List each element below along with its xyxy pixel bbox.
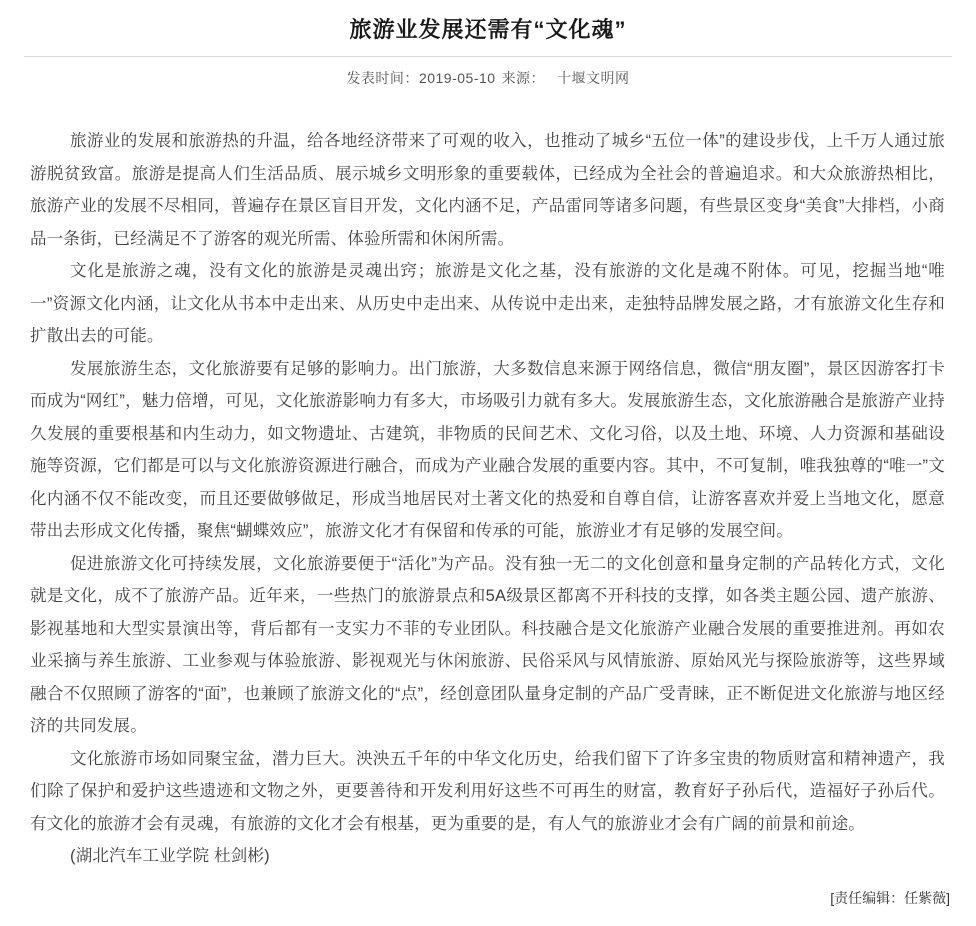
article-meta bbox=[0, 57, 976, 88]
article-paragraph: 发展旅游生态，文化旅游要有足够的影响力。出门旅游，大多数信息来源于网络信息，微信“朋友圈”，景区因游客打卡而成为“网红”，魅力倍增，可见，文化旅游影响力有多大，市场吸引力就有多大。发展旅游生态，文化旅游融合是旅游产业持久发展的重要根基和内生动力，如文物遗址、古建筑，非物质的民间艺术、文化习俗，以及土地、环境、人力资源和基础设施等资源，它们都是可以与文化旅游资源进行融合，而成为产业融合发展的重要内容。其中，不可复制，唯我独尊的“唯一”文化内涵不仅不能改变，而且还要做够做足，形成当地居民对土著文化的热爱和自尊自信，让游客喜欢并爱上当地文化，愿意带出去形成文化传播，聚焦“蝴蝶效应”，旅游文化才有保留和传承的可能，旅游业才有足够的发展空间。 bbox=[30, 359, 945, 540]
publish-date: 2019-05-10 bbox=[418, 70, 496, 86]
article-paragraph: 促进旅游文化可持续发展，文化旅游要便于“活化”为产品。没有独一无二的文化创意和量身定制的产品转化方式，文化就是文化，成不了旅游产品。近年来，一些热门的旅游景点和5A级景区都离不开科技的支撑，如各类主题公园、遗产旅游、影视基地和大型实景演出等，背后都有一支实力不菲的专业团队。科技融合是文化旅游产业融合发展的重要推进剂。再如农业采摘与养生旅游、工业参观与体验旅游、影视观光与休闲旅游、民俗采风与风情旅游、原始风光与探险旅游等，这些界域融合不仅照顾了游客的“面”，也兼顾了旅游文化的“点”，经创意团队量身定制的产品广受青睐，正不断促进文化旅游与地区经济的共同发展。 bbox=[30, 554, 945, 735]
author-line: (湖北汽车工业学院 杜剑彬) bbox=[70, 847, 270, 865]
article-body bbox=[0, 88, 976, 873]
page-title: 旅游业发展还需有“文化魂” bbox=[349, 17, 627, 42]
article-paragraph: 文化是旅游之魂，没有文化的旅游是灵魂出窍；旅游是文化之基，没有旅游的文化是魂不附体。可见，挖掘当地“唯一”资源文化内涵，让文化从书本中走出来、从历史中走出来、从传说中走出来，走独特品牌发展之路，才有旅游文化生存和扩散出去的可能。 bbox=[30, 262, 945, 345]
source-label: 来源： bbox=[501, 70, 546, 86]
publish-time-label: 发表时间： bbox=[346, 70, 419, 86]
article-paragraph: 文化旅游市场如同聚宝盆，潜力巨大。泱泱五千年的中华文化历史，给我们留下了许多宝贵的物质财富和精神遗产，我们除了保护和爱护这些遗迹和文物之外，更要善待和开发利用好这些不可再生的财富，教育好子孙后代，造福好子孙后代。有文化的旅游才会有灵魂，有旅游的文化才会有根基，更为重要的是，有人气的旅游业才会有广阔的前景和前途。 bbox=[30, 749, 945, 833]
editor-credit: [责任编辑：任紫薇] bbox=[830, 889, 950, 906]
source-name: 十堰文明网 bbox=[557, 70, 630, 86]
article-paragraph: 旅游业的发展和旅游热的升温，给各地经济带来了可观的收入，也推动了城乡“五位一体”的建设步伐，上千万人通过旅游脱贫致富。旅游是提高人们生活品质、展示城乡文明形象的重要载体，已经成为全社会的普遍追求。和大众旅游热相比，旅游产业的发展不尽相同，普遍存在景区盲目开发，文化内涵不足，产品雷同等诸多问题，有些景区变身“美食”大排档，小商品一条街，已经满足不了游客的观光所需、体验所需和休闲所需。 bbox=[30, 132, 945, 248]
